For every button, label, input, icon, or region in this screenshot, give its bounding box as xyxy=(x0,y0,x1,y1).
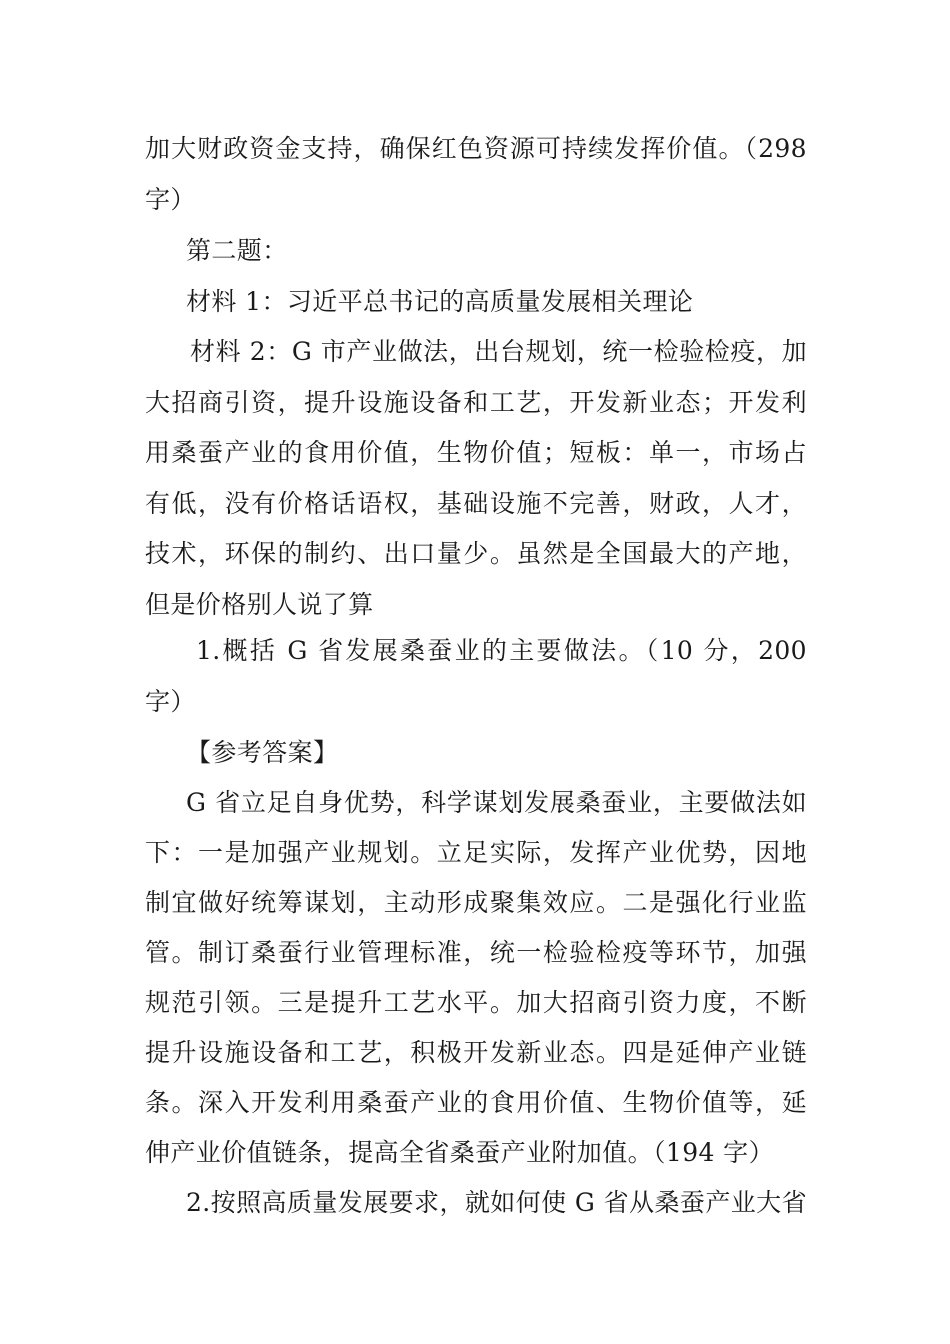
answer-line-8: 伸产业价值链条，提高全省桑蚕产业附加值。（194 字） xyxy=(145,1138,774,1167)
answer-line-6: 提升设施设备和工艺，积极开发新业态。四是延伸产业链 xyxy=(145,1038,807,1067)
answer-line-1: G 省立足自身优势，科学谋划发展桑蚕业，主要做法如 xyxy=(186,788,807,817)
question-1-line-1: 1.概括 G 省发展桑蚕业的主要做法。（10 分，200 xyxy=(196,636,807,665)
answer-line-4: 管。制订桑蚕行业管理标准，统一检验检疫等环节，加强 xyxy=(145,938,807,967)
text-line-2: 字） xyxy=(145,185,196,214)
material-2-line-3: 用桑蚕产业的食用价值，生物价值；短板：单一，市场占 xyxy=(145,438,807,467)
question-1-line-2: 字） xyxy=(145,687,196,716)
question-2-heading: 第二题： xyxy=(186,236,288,265)
material-2-line-1: 材料 2：G 市产业做法，出台规划，统一检验检疫，加 xyxy=(190,337,807,366)
answer-line-7: 条。深入开发利用桑蚕产业的食用价值、生物价值等，延 xyxy=(145,1088,807,1117)
reference-answer-heading: 【参考答案】 xyxy=(186,738,339,767)
answer-line-2: 下：一是加强产业规划。立足实际，发挥产业优势，因地 xyxy=(145,838,807,867)
material-2-line-4: 有低，没有价格话语权，基础设施不完善，财政，人才， xyxy=(145,489,807,518)
text-line-1: 加大财政资金支持，确保红色资源可持续发挥价值。（298 xyxy=(145,134,807,163)
material-2-line-2: 大招商引资，提升设施设备和工艺，开发新业态；开发利 xyxy=(145,388,807,417)
answer-line-3: 制宜做好统筹谋划，主动形成聚集效应。二是强化行业监 xyxy=(145,888,807,917)
question-2-line-1: 2.按照高质量发展要求，就如何使 G 省从桑蚕产业大省 xyxy=(186,1188,807,1217)
material-1: 材料 1：习近平总书记的高质量发展相关理论 xyxy=(186,287,694,316)
answer-line-5: 规范引领。三是提升工艺水平。加大招商引资力度，不断 xyxy=(145,988,807,1017)
material-2-line-5: 技术，环保的制约、出口量少。虽然是全国最大的产地， xyxy=(145,539,807,568)
material-2-line-6: 但是价格别人说了算 xyxy=(145,590,374,619)
